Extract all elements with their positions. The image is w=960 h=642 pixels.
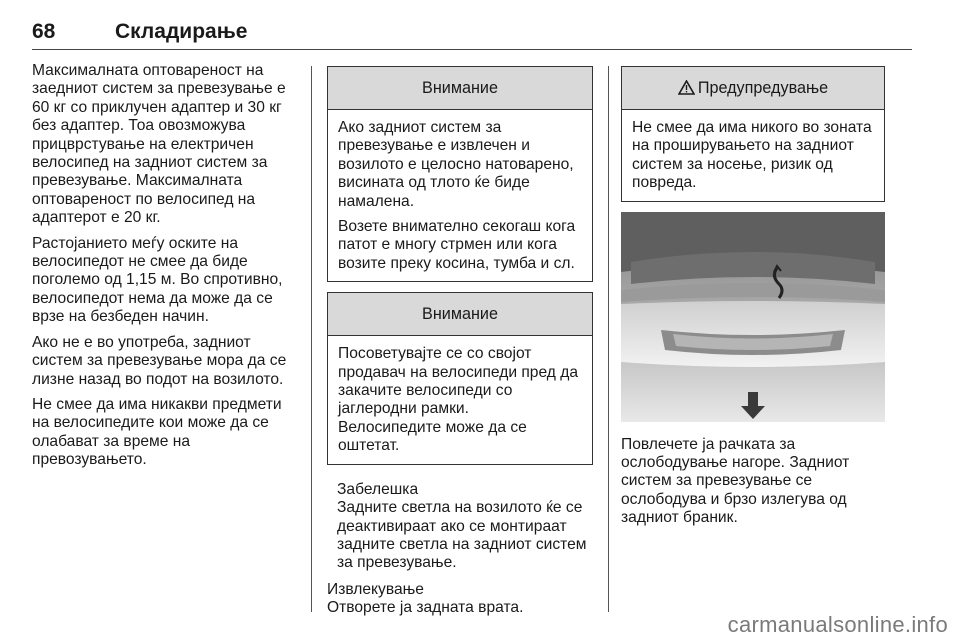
column-divider: [311, 66, 312, 612]
body-paragraph: Не смее да има никакви предмети на велосипедите кои може да се олабават за време на превозувањето.: [32, 395, 282, 469]
page-header: [32, 14, 912, 54]
caution-body: [328, 110, 592, 281]
extraction-text: Отворете ја задната врата.: [327, 599, 524, 617]
column-1: [32, 62, 302, 477]
warning-body: Не смее да има никого во зоната на проширувањето на задниот систем за носење, ризик од повреда.: [632, 119, 872, 192]
caution-box: [327, 66, 593, 282]
warning-box: [621, 66, 885, 202]
rear-bumper-photo: [621, 212, 885, 422]
figure-caption: Повлечете ја рачката за ослободување нагоре. Задниот систем за превезување се ослободува и брзо излегува од задниот браник.: [621, 435, 850, 527]
page-number: 68: [32, 20, 56, 43]
body-paragraph: Ако не е во употреба, задниот систем за превезување мора да се лизне назад во подот на возилото.: [32, 333, 287, 388]
caution-text: Ако задниот систем за превезување е извлечен и возилото е целосно натоварено, висината од тлото ќе биде намалена.: [338, 119, 574, 210]
extraction-heading: Извлекување: [327, 580, 424, 598]
caution-body: [328, 336, 592, 463]
note-body: Задните светла на возилото ќе се деактивираат ако се монтираат задните светла на задниот систем за превезување.: [337, 499, 587, 572]
header-rule: [32, 49, 912, 50]
caution-box: [327, 292, 593, 464]
body-paragraph: Максималната оптовареност на заедниот систем за превезување е 60 кг со приклучен адаптер и 30 кг без адаптер. Тоа овозможува прицврстување на електричен велосипед на задниот систем за превезување. Максималната оптовареност по велосипед на адаптерот е 20 кг.: [32, 62, 286, 227]
column-divider: [608, 66, 609, 612]
watermark: carmanualsonline.info: [727, 612, 948, 637]
note-title: Забелешка: [337, 480, 419, 498]
caution-title: Внимание: [328, 67, 592, 110]
caution-text: Посоветувајте се со својот продавач на велосипеди пред да закачите велосипеди со јаглеродни рамки. Велосипедите може да се оштетат.: [338, 345, 579, 455]
column-3: [621, 66, 885, 528]
caution-text: Возете внимателно секогаш кога патот е многу стрмен или кога возите преку косина, тумба и сл.: [338, 218, 576, 272]
warning-title: Предупредување: [697, 79, 829, 97]
section-title: Складирање: [115, 20, 248, 43]
column-2: [327, 66, 593, 618]
warning-triangle-icon: [678, 69, 695, 111]
body-paragraph: Растојанието меѓу оските на велосипедот не смее да биде поголемо од 1,15 м. Во спротивно, велосипедот нема да може да се врзе на безбеден начин.: [32, 234, 283, 326]
caution-title: Внимание: [328, 293, 592, 336]
warning-header: [622, 67, 884, 110]
